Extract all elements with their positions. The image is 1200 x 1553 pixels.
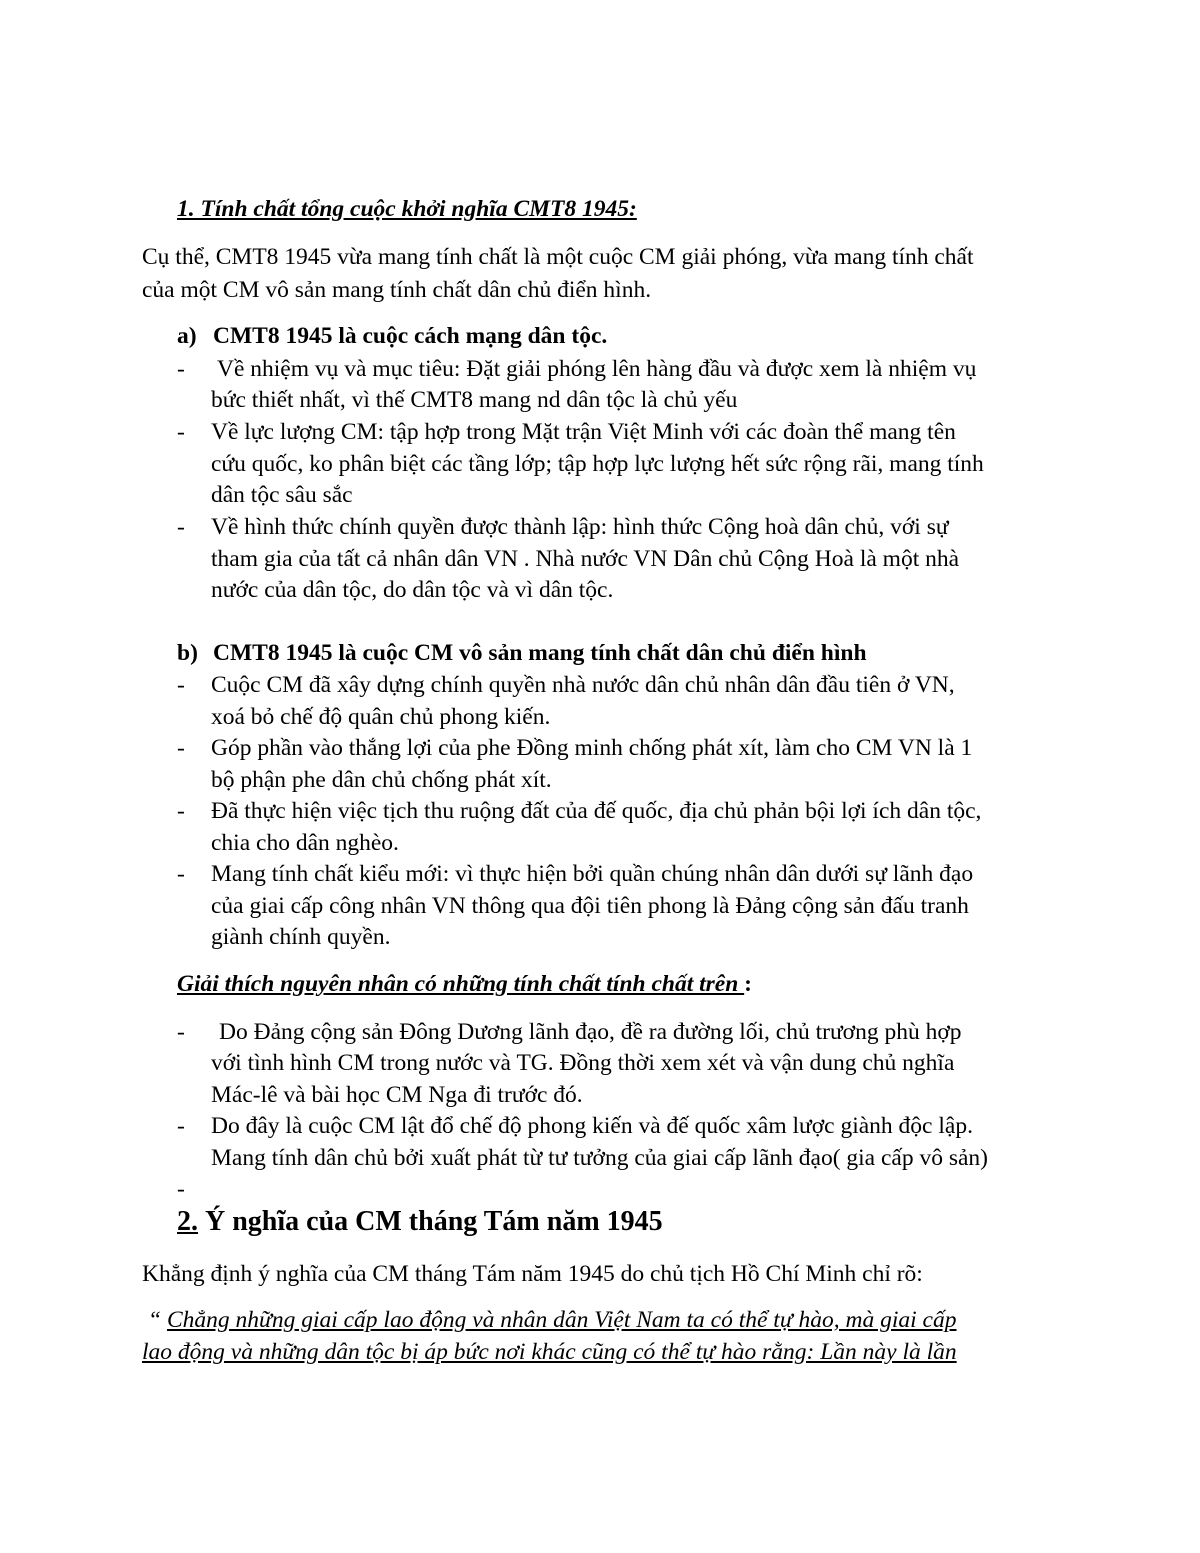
part-a-item-3-line-2: tham gia của tất cả nhân dân VN . Nhà nước VN Dân chủ Cộng Hoà là một nhà <box>211 546 960 572</box>
section2-intro: Khẳng định ý nghĩa của CM tháng Tám năm 1945 do chủ tịch Hồ Chí Minh chỉ rõ: <box>142 1261 923 1287</box>
explain-heading <box>177 970 752 998</box>
part-a-item-3-line-3: nước của dân tộc, do dân tộc và vì dân tộc. <box>211 577 614 603</box>
part-a-item-1-line-1: Về nhiệm vụ và mục tiêu: Đặt giải phóng lên hàng đầu và được xem là nhiệm vụ <box>217 356 977 382</box>
part-b-item-1-line-2: xoá bỏ chế độ quân chủ phong kiến. <box>211 704 551 730</box>
explain-item-2-line-1: Do đây là cuộc CM lật đổ chế độ phong kiến và đế quốc xâm lược giành độc lập. <box>211 1113 973 1139</box>
list-dash: - <box>177 356 185 382</box>
list-dash: - <box>177 1019 185 1045</box>
list-dash: - <box>177 735 185 761</box>
part-b-item-4-line-1: Mang tính chất kiểu mới: vì thực hiện bởi quần chúng nhân dân dưới sự lãnh đạo <box>211 861 974 887</box>
part-b-title: CMT8 1945 là cuộc CM vô sản mang tính chất dân chủ điển hình <box>213 640 867 666</box>
part-b-item-4 <box>177 860 973 888</box>
explain-item-1-line-1: Do Đảng cộng sản Đông Dương lãnh đạo, đề ra đường lối, chủ trương phù hợp <box>219 1019 962 1045</box>
explain-item-2 <box>177 1112 973 1140</box>
part-b-item-1-line-1: Cuộc CM đã xây dựng chính quyền nhà nước dân chủ nhân dân đầu tiên ở VN, <box>211 672 955 698</box>
part-a-title: CMT8 1945 là cuộc cách mạng dân tộc. <box>213 323 608 349</box>
explain-item-2-line-2: Mang tính dân chủ bởi xuất phát từ tư tưởng của giai cấp lãnh đạo( gia cấp vô sản) <box>211 1145 988 1171</box>
section2-quote-line-1 <box>148 1306 957 1334</box>
section2-title: Ý nghĩa của CM tháng Tám năm 1945 <box>198 1206 663 1237</box>
part-a-item-3-line-1: Về hình thức chính quyền được thành lập: hình thức Cộng hoà dân chủ, với sự <box>211 514 949 540</box>
explain-item-1-line-2: với tình hình CM trong nước và TG. Đồng thời xem xét và vận dung chủ nghĩa <box>211 1050 955 1076</box>
part-b-item-2 <box>177 734 972 762</box>
explain-item-1 <box>177 1018 962 1046</box>
part-b-heading <box>177 639 867 667</box>
part-a-item-2-line-3: dân tộc sâu sắc <box>211 482 353 508</box>
part-b-item-1 <box>177 671 955 699</box>
quote-line-2-text: lao động và những dân tộc bị áp bức nơi khác cũng có thể tự hào rằng: Lần này là lần <box>142 1339 957 1365</box>
explain-item-1-line-3: Mác-lê và bài học CM Nga đi trước đó. <box>211 1082 583 1108</box>
list-dash: - <box>177 798 185 824</box>
quote-mark: “ <box>148 1307 167 1333</box>
list-dash: - <box>177 672 185 698</box>
section2-quote-line-2 <box>142 1338 957 1366</box>
section1-intro-line-2: của một CM vô sản mang tính chất dân chủ điển hình. <box>142 277 652 303</box>
part-b-item-4-line-3: giành chính quyền. <box>211 924 391 950</box>
explain-trailing-dash: - <box>177 1176 185 1202</box>
part-b-item-2-line-1: Góp phần vào thắng lợi của phe Đồng minh chống phát xít, làm cho CM VN là 1 <box>211 735 973 761</box>
part-a-item-2-line-1: Về lực lượng CM: tập hợp trong Mặt trận Việt Minh với các đoàn thể mang tên <box>211 419 956 445</box>
explain-heading-text: Giải thích nguyên nhân có những tính chất tính chất trên <box>177 971 745 997</box>
part-a-item-3 <box>177 513 949 541</box>
list-dash: - <box>177 419 185 445</box>
part-a-item-1 <box>177 355 976 383</box>
section2-number: 2. <box>177 1206 198 1237</box>
part-b-item-4-line-2: của giai cấp công nhân VN thông qua đội tiên phong là Đảng cộng sản đấu tranh <box>211 893 969 919</box>
explain-heading-colon: : <box>744 971 752 997</box>
section2-heading <box>177 1205 663 1239</box>
part-b-item-2-line-2: bộ phận phe dân chủ chống phát xít. <box>211 767 552 793</box>
part-a-item-2-line-2: cứu quốc, ko phân biệt các tầng lớp; tập hợp lực lượng hết sức rộng rãi, mang tính <box>211 451 984 477</box>
list-dash: - <box>177 1113 185 1139</box>
part-a-item-1-line-2: bức thiết nhất, vì thế CMT8 mang nd dân tộc là chủ yếu <box>211 387 738 413</box>
part-b-item-3-line-1: Đã thực hiện việc tịch thu ruộng đất của đế quốc, địa chủ phản bội lợi ích dân tộc, <box>211 798 982 824</box>
part-b-item-3 <box>177 797 981 825</box>
section1-intro-line-1: Cụ thể, CMT8 1945 vừa mang tính chất là một cuộc CM giải phóng, vừa mang tính chất <box>142 244 974 270</box>
quote-line-1-text: Chẳng những giai cấp lao động và nhân dân Việt Nam ta có thể tự hào, mà giai cấp <box>166 1307 957 1333</box>
part-a-item-2 <box>177 418 956 446</box>
part-b-item-3-line-2: chia cho dân nghèo. <box>211 830 399 856</box>
part-a-marker: a) <box>177 323 197 349</box>
part-b-marker: b) <box>177 640 198 666</box>
section1-heading: 1. Tính chất tổng cuộc khởi nghĩa CMT8 1945: <box>177 196 637 222</box>
list-dash: - <box>177 514 185 540</box>
list-dash: - <box>177 861 185 887</box>
part-a-heading <box>177 322 607 350</box>
